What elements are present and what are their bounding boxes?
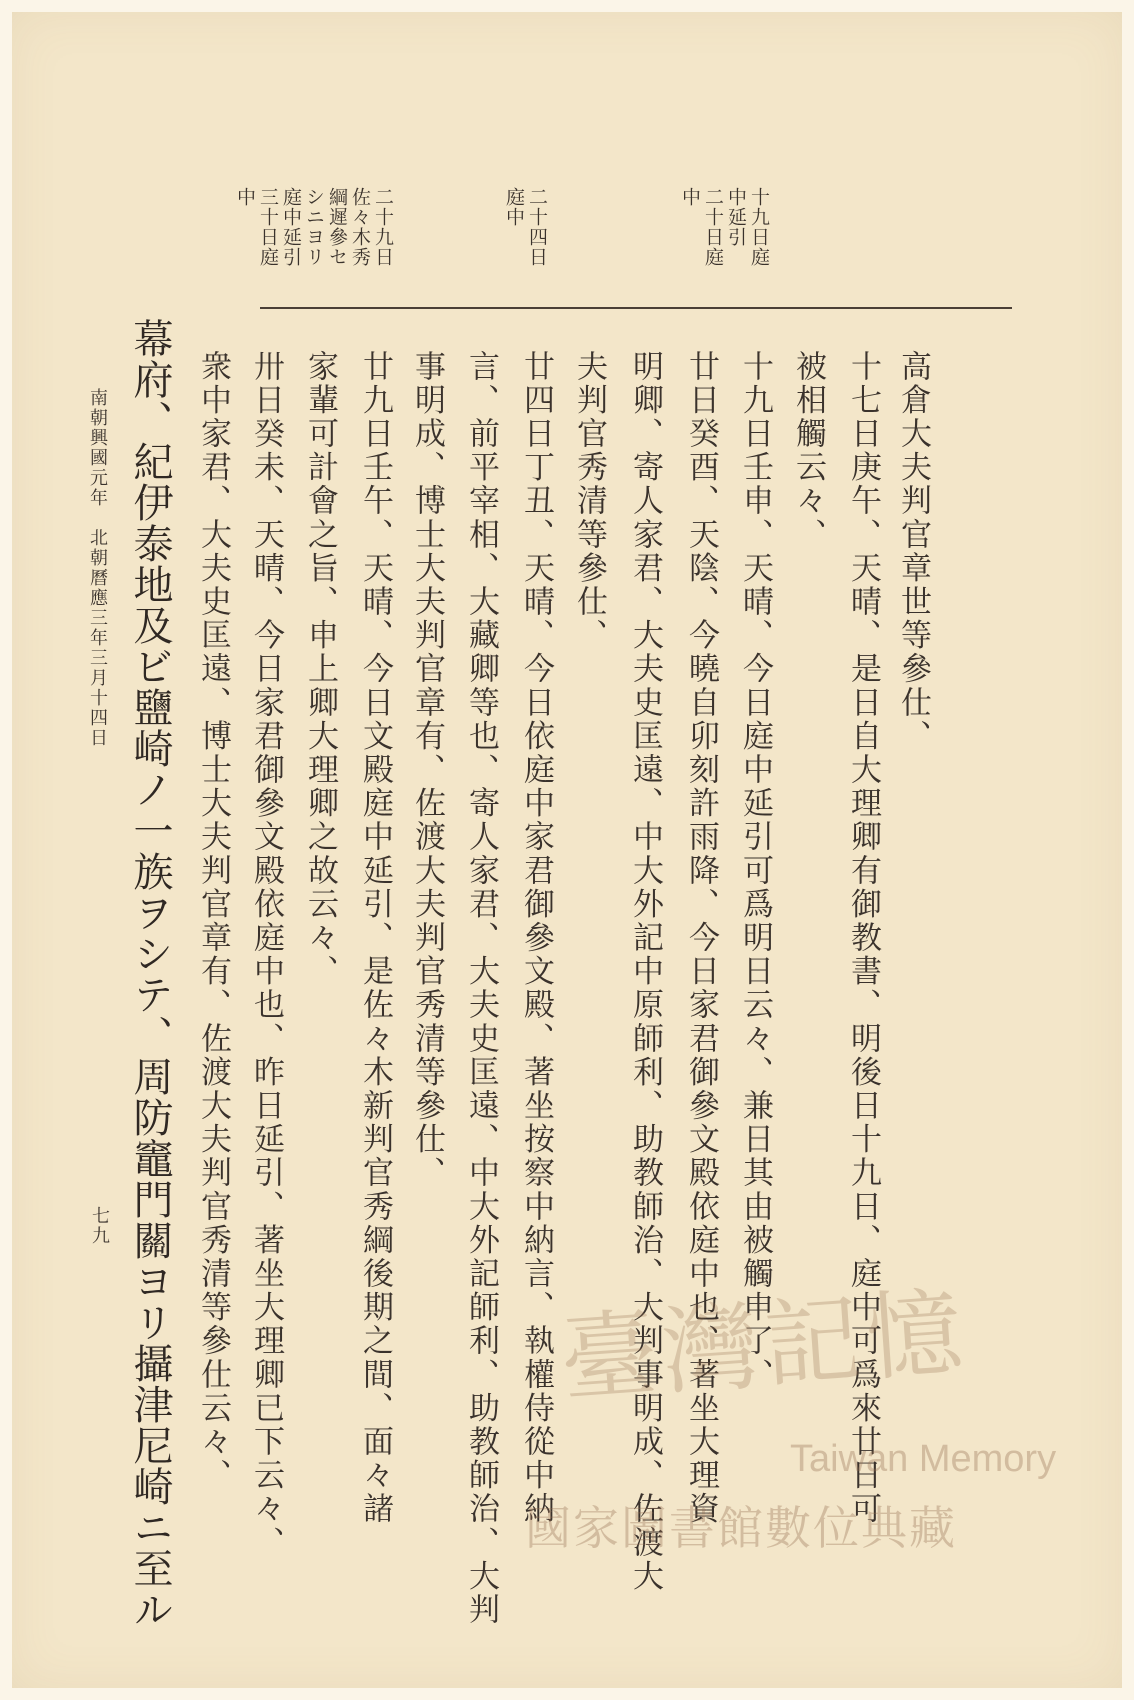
text-column: 廿四日丁丑、天晴、今日依庭中家君御參文殿、著坐按察中納言、執權侍從中納: [518, 350, 554, 1526]
watermark-chinese: 國家圖書館數位典藏: [525, 1501, 957, 1555]
header-note-line: 二十九日: [372, 187, 394, 267]
text-column: 十七日庚午、天晴、是日自大理卿有御教書、明後日十九日、庭中可爲來廿日可: [845, 350, 881, 1526]
header-note-line: 庭中延引: [280, 187, 302, 267]
watermark-english: Taiwan Memory: [790, 1438, 1057, 1480]
text-column: 被相觸云々、: [790, 350, 826, 552]
header-note-line: 中: [234, 187, 256, 207]
header-note-line: 二十四日: [526, 187, 548, 267]
header-rule: [260, 307, 1012, 309]
text-column: 事明成、博士大夫判官章有、佐渡大夫判官秀清等參仕、: [409, 350, 445, 1190]
header-note-line: 綱遲參セ: [326, 187, 348, 267]
text-column: 言、前平宰相、大藏卿等也、寄人家君、大夫史匡遠、中大外記師利、助教師治、大判: [463, 350, 499, 1627]
header-note-line: 庭中: [503, 187, 525, 227]
text-column: 廿日癸酉、天陰、今曉自卯刻許雨降、今日家君御參文殿依庭中也、著坐大理資: [683, 350, 719, 1526]
watermark-logo-script: 臺灣記憶: [557, 1275, 972, 1417]
header-note-line: 二十日庭: [702, 187, 724, 267]
text-column: 高倉大夫判官章世等參仕、: [895, 350, 931, 754]
text-column: 夫判官秀清等參仕、: [571, 350, 607, 653]
text-column: 明卿、寄人家君、大夫史匡遠、中大外記中原師利、助教師治、大判事明成、佐渡大: [627, 350, 663, 1594]
text-column: 廿九日壬午、天晴、今日文殿庭中延引、是佐々木新判官秀綱後期之間、面々諸: [357, 350, 393, 1526]
header-note-line: 三十日庭: [257, 187, 279, 267]
header-note-line: 中: [679, 187, 701, 207]
header-note-line: シニヨリ: [303, 187, 325, 267]
text-column: 家輩可計會之旨、申上卿大理卿之故云々、: [302, 350, 338, 989]
section-headline: 幕府、紀伊泰地及ビ鹽崎ノ一族ヲシテ、周防竈門關ヨリ攝津尼崎ニ至ル: [127, 318, 173, 1630]
text-column: 卅日癸未、天晴、今日家君御參文殿依庭中也、昨日延引、著坐大理卿已下云々、: [248, 350, 284, 1560]
page-number: 七九: [89, 1206, 110, 1246]
text-column: 十九日壬申、天晴、今日庭中延引可爲明日云々、兼日其由被觸申了、: [737, 350, 773, 1392]
header-note-line: 十九日庭: [748, 187, 770, 267]
header-note-line: 中延引: [725, 187, 747, 247]
running-header: 南朝興國元年 北朝曆應三年三月十四日: [87, 388, 108, 748]
text-column: 衆中家君、大夫史匡遠、博士大夫判官章有、佐渡大夫判官秀清等參仕云々、: [195, 350, 231, 1493]
header-note-line: 佐々木秀: [349, 187, 371, 267]
